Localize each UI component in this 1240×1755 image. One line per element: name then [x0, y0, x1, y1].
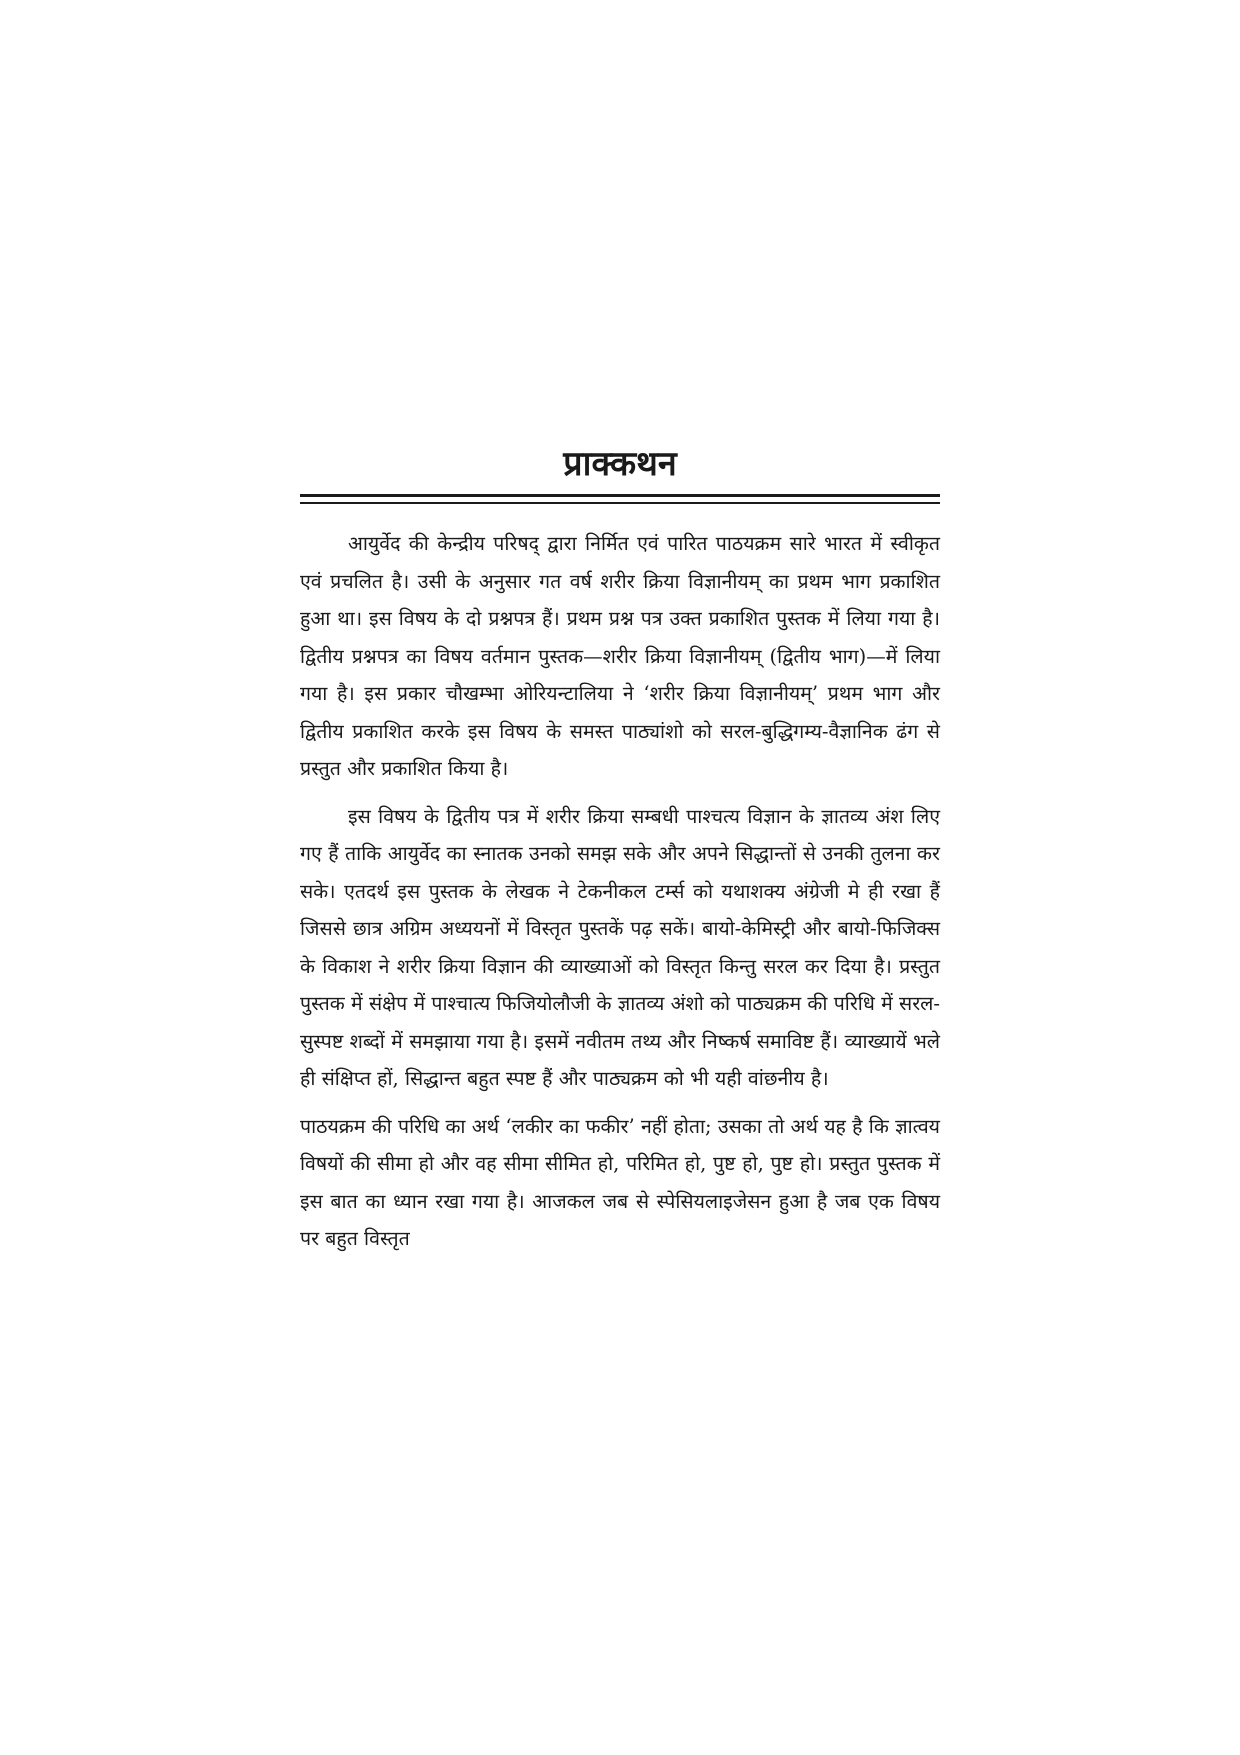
page-title: प्राक्कथन [563, 444, 677, 484]
title-divider-thick [300, 494, 940, 497]
paragraph-2: इस विषय के द्वितीय पत्र में शरीर क्रिया सम्बधी पाश्चत्य विज्ञान के ज्ञातव्य अंश लिए गए हैं ताकि आयुर्वेद का स्नातक उनको समझ सके और अपने सिद्धान्तों से उनकी तुलना कर सके। एतदर्थ इस पुस्तक के लेखक ने टेकनीकल टर्म्स को यथाशक्य अंग्रेजी मे ही रखा हैं जिससे छात्र अग्रिम अध्ययनों में विस्तृत पुस्तकें पढ़ सकें। बायो-केमिस्ट्री और बायो-फिजिक्स के विकाश ने शरीर क्रिया विज्ञान की व्याख्याओं को विस्तृत किन्तु सरल कर दिया है। प्रस्तुत पुस्तक में संक्षेप में पाश्चात्य फिजियोलौजी के ज्ञातव्य अंशो को पाठ्यक्रम की परिधि में सरल-सुस्पष्ट शब्दों में समझाया गया है। इसमें नवीतम तथ्य और निष्कर्ष समाविष्ट हैं। व्याख्यायें भले ही संक्षिप्त हों, सिद्धान्त बहुत स्पष्ट हैं और पाठ्यक्रम को भी यही वांछनीय है। [300, 804, 940, 1090]
paragraph-3: पाठयक्रम की परिधि का अर्थ ‘लकीर का फकीर’ नहीं होता; उसका तो अर्थ यह है कि ज्ञात्वय विषयों की सीमा हो और वह सीमा सीमित हो, परिमित हो, पुष्ट हो, पुष्ट हो। प्रस्तुत पुस्तक में इस बात का ध्यान रखा गया है। आजकल जब से स्पेसियलाइजेसन हुआ है जब एक विषय पर बहुत विस्तृत [300, 1114, 940, 1250]
title-divider-thin [300, 502, 940, 504]
body-text [300, 525, 940, 1268]
paragraph-1: आयुर्वेद की केन्द्रीय परिषद् द्वारा निर्मित एवं पारित पाठयक्रम सारे भारत में स्वीकृत एवं प्रचलित है। उसी के अनुसार गत वर्ष शरीर क्रिया विज्ञानीयम् का प्रथम भाग प्रकाशित हुआ था। इस विषय के दो प्रश्नपत्र हैं। प्रथम प्रश्न पत्र उक्त प्रकाशित पुस्तक में लिया गया है। द्वितीय प्रश्नपत्र का विषय वर्तमान पुस्तक—शरीर क्रिया विज्ञानीयम् (द्वितीय भाग)—में लिया गया है। इस प्रकार चौखम्भा ओरियन्टालिया ने ‘शरीर क्रिया विज्ञानीयम्’ प्रथम भाग और द्वितीय प्रकाशित करके इस विषय के समस्त पाठ्यांशो को सरल-बुद्धिगम्य-वैज्ञानिक ढंग से प्रस्तुत और प्रकाशित किया है। [300, 532, 940, 780]
